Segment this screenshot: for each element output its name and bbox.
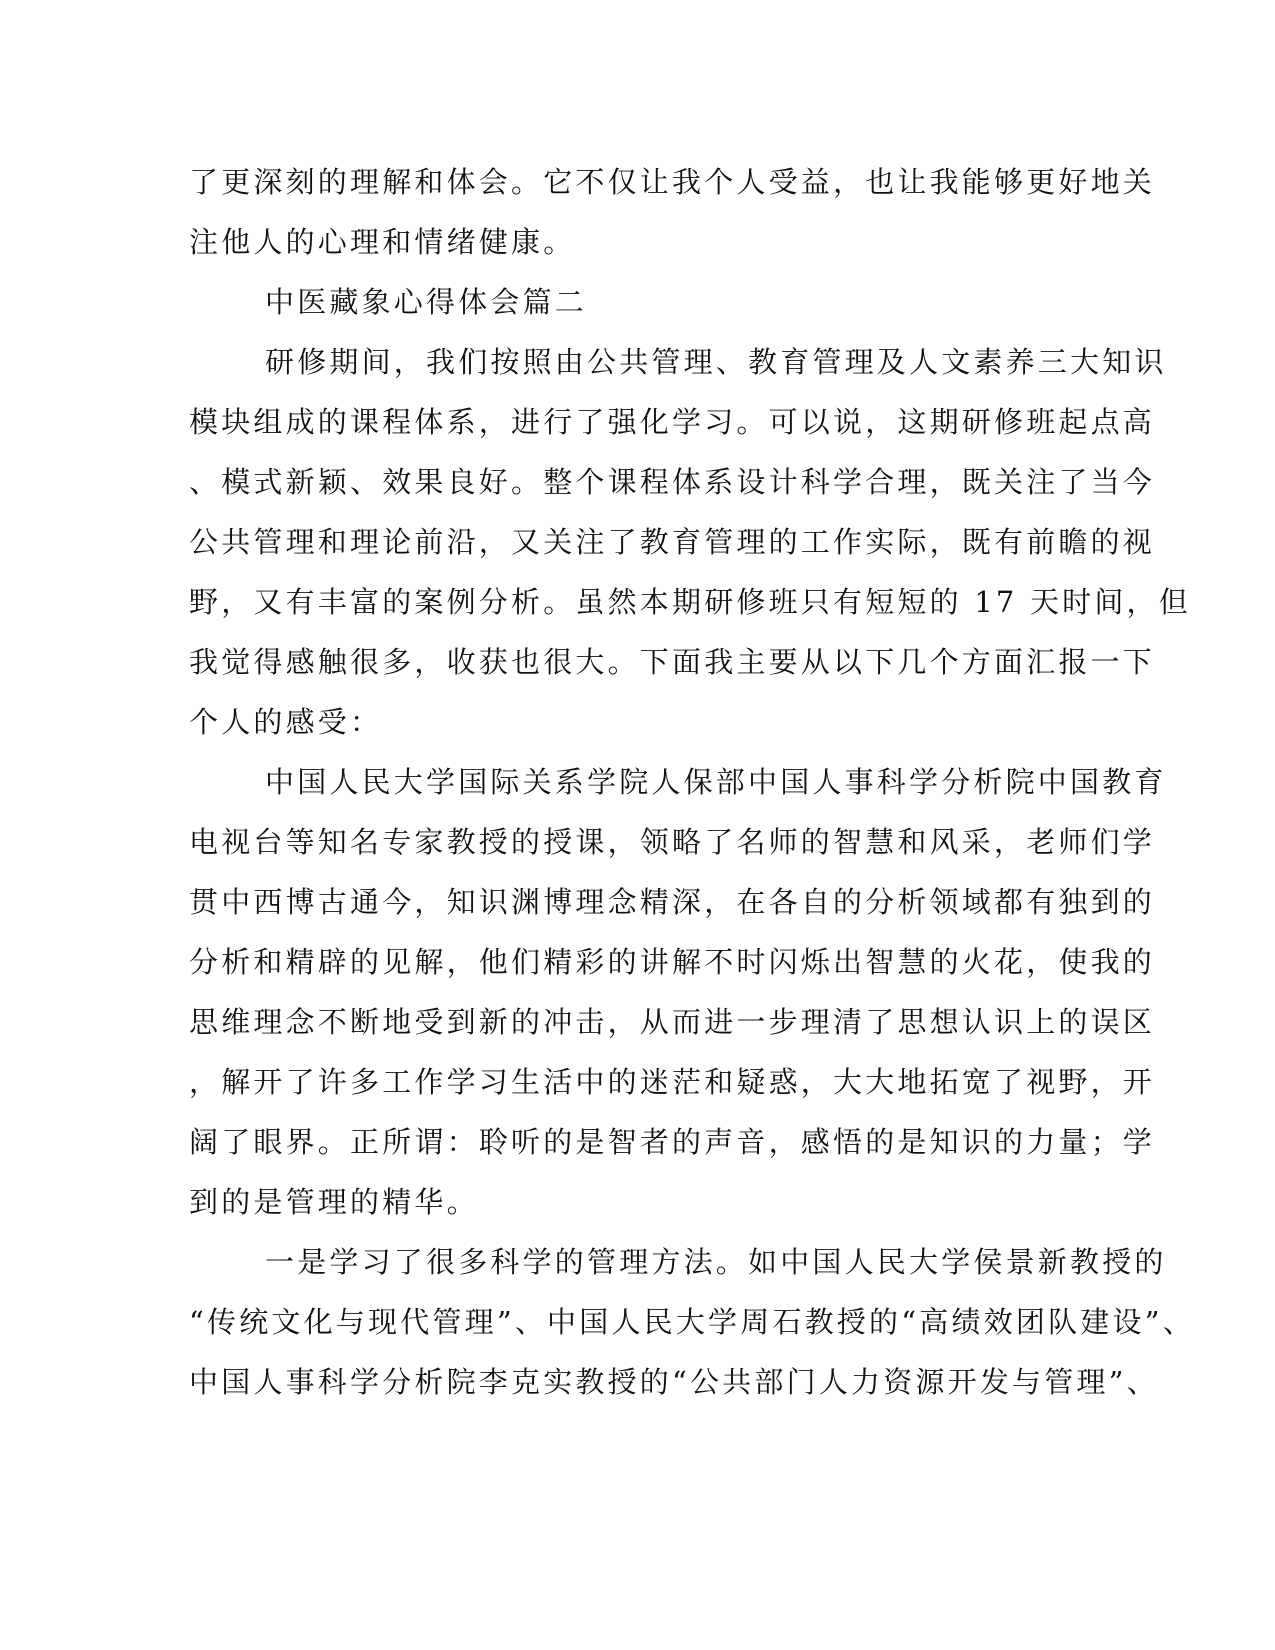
text-line: 阔了眼界。正所谓：聆听的是智者的声音，感悟的是知识的力量；学	[189, 1125, 1156, 1159]
text-line: 一是学习了很多科学的管理方法。如中国人民大学侯景新教授的	[265, 1245, 1167, 1279]
text-line: ，解开了许多工作学习生活中的迷茫和疑惑，大大地拓宽了视野，开	[189, 1065, 1156, 1099]
text-line: 模块组成的课程体系，进行了强化学习。可以说，这期研修班起点高	[189, 405, 1156, 439]
text-line: “传统文化与现代管理”、中国人民大学周石教授的“高绩效团队建设”、	[189, 1305, 1195, 1339]
section-heading	[189, 272, 1069, 332]
text-line: 研修期间，我们按照由公共管理、教育管理及人文素养三大知识	[265, 345, 1167, 379]
paragraph-4	[189, 1232, 1195, 1412]
text-line: 电视台等知名专家教授的授课，领略了名师的智慧和风采，老师们学	[189, 825, 1156, 859]
paragraph-1	[189, 152, 1156, 272]
paragraph-3	[189, 752, 1167, 1232]
text-line: 中国人事科学分析院李克实教授的“公共部门人力资源开发与管理”、	[189, 1365, 1159, 1399]
text-line: 了更深刻的理解和体会。它不仅让我个人受益，也让我能够更好地关	[189, 165, 1156, 199]
text-line: 到的是管理的精华。	[189, 1185, 479, 1219]
text-line: 中国人民大学国际关系学院人保部中国人事科学分析院中国教育	[265, 765, 1167, 799]
text-line: 思维理念不断地受到新的冲击，从而进一步理清了思想认识上的误区	[189, 1005, 1156, 1039]
text-line: 我觉得感触很多，收获也很大。下面我主要从以下几个方面汇报一下	[189, 645, 1156, 679]
text-line: 分析和精辟的见解，他们精彩的讲解不时闪烁出智慧的火花，使我的	[189, 945, 1156, 979]
paragraph-2	[189, 332, 1191, 752]
text-line: 贯中西博古通今，知识渊博理念精深，在各自的分析领域都有独到的	[189, 885, 1156, 919]
text-line: 、模式新颖、效果良好。整个课程体系设计科学合理，既关注了当今	[189, 465, 1156, 499]
text-line: 注他人的心理和情绪健康。	[189, 225, 576, 259]
text-line: 公共管理和理论前沿，又关注了教育管理的工作实际，既有前瞻的视	[189, 525, 1156, 559]
text-line: 野，又有丰富的案例分析。虽然本期研修班只有短短的 17 天时间，但	[189, 585, 1191, 619]
heading-text: 中医藏象心得体会篇二	[265, 285, 588, 319]
text-line: 个人的感受：	[189, 705, 383, 739]
